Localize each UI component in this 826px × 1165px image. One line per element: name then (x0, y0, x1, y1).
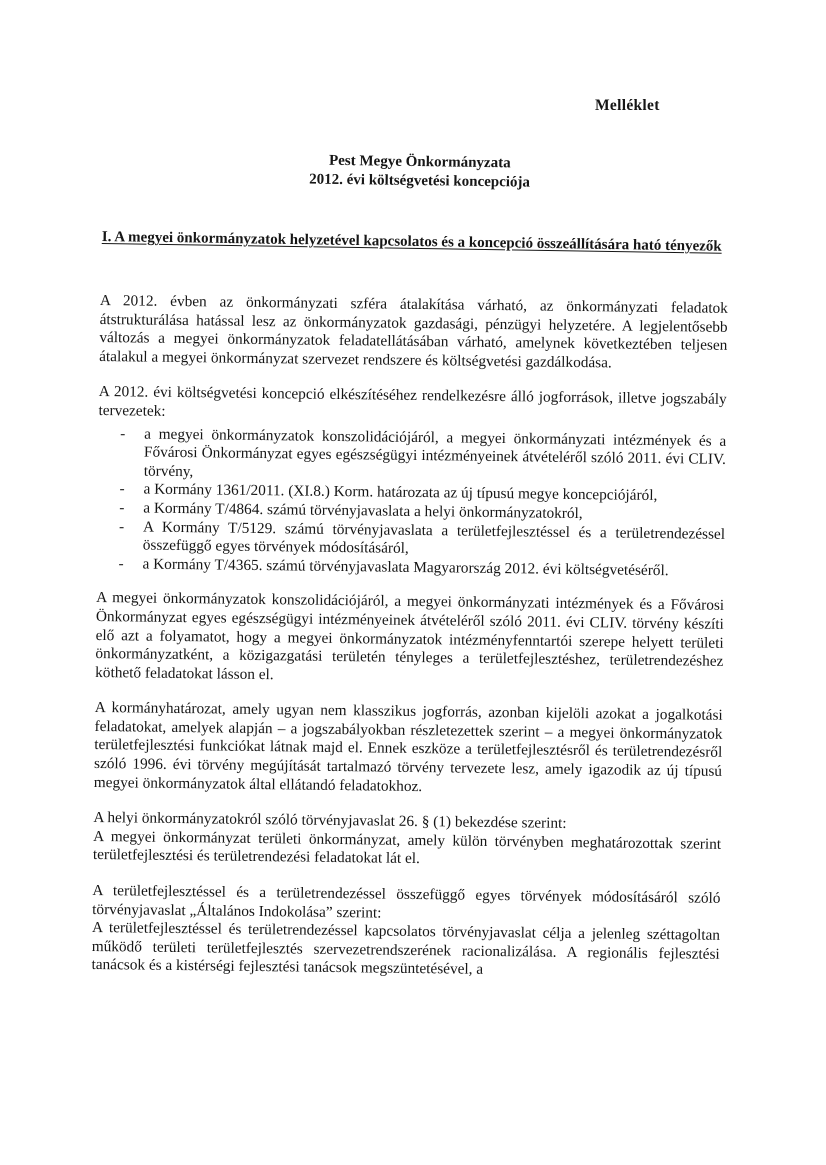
list-item-text: A Kormány T/5129. számú törvényjavaslata a területfejlesztéssel és a területrendezéssel összefüggő egyes törvények módosításáról, (142, 518, 726, 558)
paragraph: A területfejlesztéssel és területrendezéssel kapcsolatos törvényjavaslat célja a jelenleg széttagoltan működő területi területfejlesztés szervezetrendszerének racionalizálása. A regionális fejlesztési tanácsok és a kistérségi fejlesztési tanácsok megszüntetésével, a (91, 919, 721, 979)
legal-sources-list (96, 425, 726, 582)
list-marker: - (120, 424, 126, 442)
list-item-text: a Kormány 1361/2011. (XI.8.) Korm. határozata az új típusú megye koncepciójáról, (143, 480, 658, 505)
title-line-2: 2012. évi költségvetési koncepciója (309, 171, 531, 191)
paragraph: A területfejlesztéssel és a területrendezéssel összefüggő egyes törvények módosításáról szóló törvényjavaslat „Általános Indokolása” szerint: (92, 881, 721, 922)
list-marker: - (119, 499, 125, 517)
list-marker: - (118, 554, 124, 573)
paragraph: A megyei önkormányzatok konszolidációjáról, a megyei önkormányzati intézmények és a Fővárosi Önkormányzat egyes egészségügyi intézményeinek átvételéről szóló 2011. évi CLIV. törvény készíti elő azt a folyamatot, hogy a megyei önkormányzatok intézményfenntartói szerepe helyett területi önkormányzatként, a közigazgatási területén tényleges a területfejlesztéshez, területrendezéshez köthető feladatokat lásson el. (95, 589, 725, 683)
document-body (91, 292, 728, 1000)
paragraph: A 2012. évben az önkormányzati szféra átalakítása várható, az önkormányzati feladatok átstrukturálása hatással lesz az önkormányzatok gazdasági, pénzügyi helyzetére. A legjelentősebb változás a megyei önkormányzatok feladatellátásában várható, amelynek következtében teljesen átalakul a megyei önkormányzat szervezet rendszere és költségvetési gazdálkodása. (99, 292, 728, 372)
list-item-text: a megyei önkormányzatok konszolidációjáról, a megyei önkormányzati intézmények és a Fővárosi Önkormányzat egyes egészségügyi intézményeinek átvételéről szóló 2011. évi CLIV. törvény, (143, 425, 727, 480)
list-item (98, 425, 727, 489)
paragraph: A 2012. évi költségvetési koncepció elkészítéséhez rendelkezésre álló jogforrások, illetve jogszabály tervezetek: (98, 383, 727, 420)
list-marker: - (118, 517, 125, 535)
list-item-text: a Kormány T/4365. számú törvényjavaslata Magyarország 2012. évi költségvetéséről. (142, 555, 669, 579)
annex-label: Melléklet (595, 97, 660, 114)
paragraph: A helyi önkormányzatokról szóló törvényjavaslat 26. § (1) bekezdése szerint: (93, 809, 567, 833)
list-marker: - (119, 480, 125, 498)
list-item-text: a Kormány T/4864. számú törvényjavaslata a helyi önkormányzatokról, (143, 499, 583, 523)
paragraph: A kormányhatározat, amely ugyan nem klasszikus jogforrás, azonban kijelöli azokat a jogalkotási feladatokat, amelyek alapján – a jogszabályokban részletezettek szerint – a megyei önkormányzatok területfejlesztési funkciókat látnak majd el. Ennek eszköze a területfejlesztésről és területrendezésről szóló 1996. évi törvény megújítását tartalmazó törvény tervezete lesz, amely igazodik az új típusú megyei önkormányzatok által ellátandó feladatokhoz. (93, 699, 723, 795)
section-heading: I. A megyei önkormányzatok helyzetével kapcsolatos és a koncepció összeállítására ható tényezők (101, 228, 722, 255)
paragraph: A megyei önkormányzat területi önkormányzat, amely külön törvényben meghatározottak szerint területfejlesztési és területrendezési feladatokat lát el. (92, 827, 722, 868)
title-line-1: Pest Megye Önkormányzata (328, 152, 511, 172)
document-title (199, 150, 639, 194)
